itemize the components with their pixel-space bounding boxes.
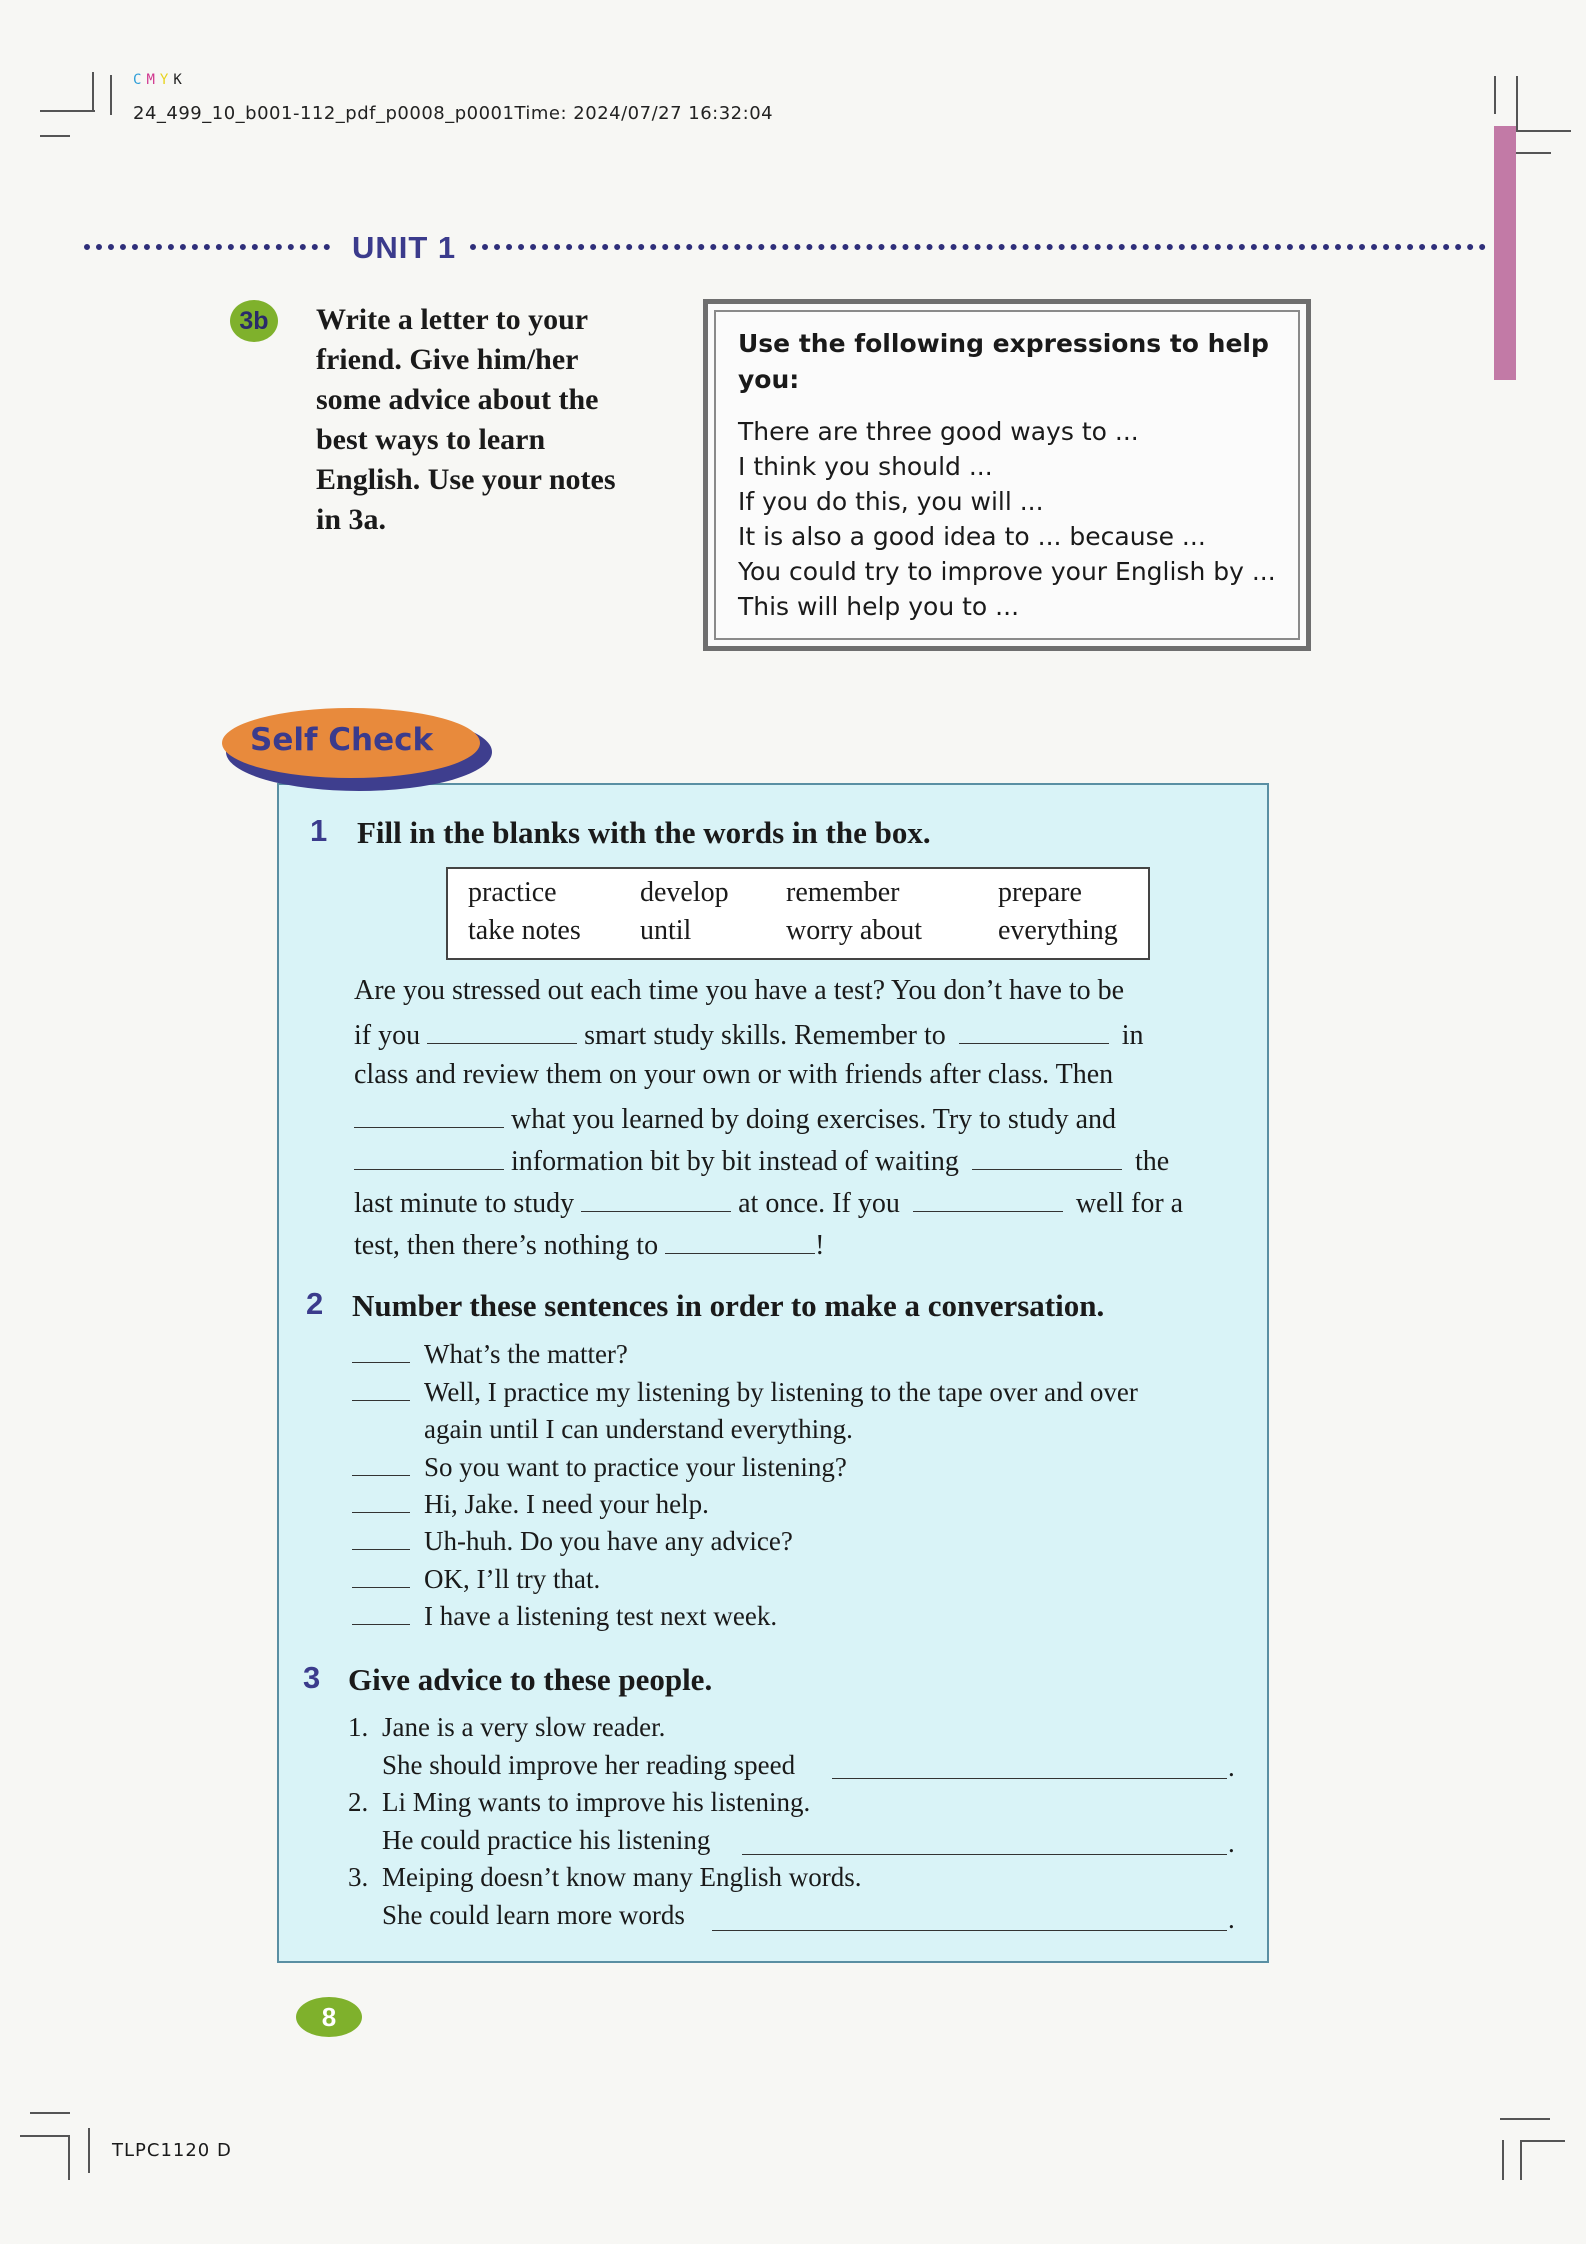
passage-text: the bbox=[1127, 1146, 1170, 1177]
passage-text: class and review them on your own or with friends after class. Then bbox=[354, 1059, 1114, 1090]
cmyk-letter: K bbox=[173, 72, 183, 88]
passage-line bbox=[354, 1227, 824, 1262]
advice-item-number: 1. bbox=[348, 1712, 369, 1742]
question-number: 1 bbox=[310, 813, 328, 848]
conversation-line bbox=[424, 1414, 853, 1445]
word-box-item: everything bbox=[998, 915, 1118, 946]
page-number: 8 bbox=[296, 1997, 362, 2037]
order-blank[interactable] bbox=[352, 1624, 410, 1625]
passage-line bbox=[354, 1101, 1116, 1136]
conversation-text: again until I can understand everything. bbox=[424, 1414, 853, 1444]
expression-item: There are three good ways to ... bbox=[738, 417, 1139, 446]
color-tab bbox=[1494, 126, 1516, 380]
word-box-item: worry about bbox=[786, 915, 923, 946]
dotted-rule-right bbox=[470, 244, 1486, 262]
passage-text: last minute to study bbox=[354, 1188, 582, 1219]
question-number: 2 bbox=[306, 1286, 324, 1321]
crop-mark bbox=[110, 75, 112, 115]
crop-mark bbox=[20, 2135, 68, 2137]
crop-mark bbox=[1516, 130, 1571, 132]
word-box-item: prepare bbox=[998, 877, 1082, 908]
question-instruction: Fill in the blanks with the words in the box. bbox=[357, 815, 931, 850]
fill-blank[interactable] bbox=[581, 1185, 731, 1212]
word-box-item: develop bbox=[640, 877, 729, 908]
fill-blank[interactable] bbox=[427, 1017, 577, 1044]
passage-text: well for a bbox=[1068, 1188, 1184, 1219]
conversation-line bbox=[352, 1377, 1138, 1408]
word-box bbox=[446, 867, 1150, 960]
crop-mark bbox=[1520, 2140, 1565, 2142]
conversation-text: So you want to practice your listening? bbox=[424, 1452, 847, 1482]
period: . bbox=[1228, 1904, 1235, 1934]
advice-prompt: She should improve her reading speed bbox=[382, 1750, 796, 1780]
cmyk-letter: C bbox=[133, 72, 143, 88]
word-box-item: take notes bbox=[468, 915, 581, 946]
period: . bbox=[1228, 1752, 1235, 1782]
passage-text: in bbox=[1114, 1020, 1144, 1051]
self-check-label: Self Check bbox=[250, 722, 434, 758]
passage-line bbox=[354, 1143, 1169, 1178]
passage-text: what you learned by doing exercises. Try to study and bbox=[504, 1104, 1117, 1135]
crop-mark bbox=[68, 2135, 70, 2180]
fill-blank[interactable] bbox=[354, 1101, 504, 1128]
fill-blank[interactable] bbox=[959, 1017, 1109, 1044]
cmyk-marks bbox=[133, 72, 187, 88]
expressions-list bbox=[738, 414, 1276, 624]
word-box-item: remember bbox=[786, 877, 900, 908]
order-blank[interactable] bbox=[352, 1362, 410, 1363]
advice-answer-line[interactable] bbox=[712, 1930, 1227, 1931]
conversation-line bbox=[352, 1452, 847, 1483]
conversation-text: I have a listening test next week. bbox=[424, 1601, 778, 1631]
advice-prompt: He could practice his listening bbox=[382, 1825, 711, 1855]
crop-mark bbox=[1516, 76, 1518, 131]
crop-mark bbox=[1502, 2140, 1504, 2180]
fill-blank[interactable] bbox=[665, 1227, 815, 1254]
passage-text: information bit by bit instead of waiting bbox=[504, 1146, 966, 1177]
passage-line bbox=[354, 1185, 1183, 1220]
fill-blank[interactable] bbox=[913, 1185, 1063, 1212]
crop-mark bbox=[1494, 76, 1496, 114]
advice-item-number: 3. bbox=[348, 1862, 369, 1892]
conversation-text: Uh-huh. Do you have any advice? bbox=[424, 1526, 793, 1556]
advice-prompt: She could learn more words bbox=[382, 1900, 685, 1930]
expressions-title: Use the following expressions to help you: bbox=[738, 329, 1269, 394]
expression-item: You could try to improve your English by ... bbox=[738, 557, 1276, 586]
advice-answer-line[interactable] bbox=[832, 1778, 1227, 1779]
passage-line bbox=[354, 1017, 1144, 1052]
period: . bbox=[1228, 1828, 1235, 1858]
conversation-line bbox=[352, 1564, 600, 1595]
expression-item: I think you should ... bbox=[738, 452, 993, 481]
expression-item: This will help you to ... bbox=[738, 592, 1020, 621]
conversation-text: Well, I practice my listening by listening to the tape over and over bbox=[424, 1377, 1138, 1407]
passage-text: test, then there’s nothing to bbox=[354, 1230, 666, 1261]
activity-instruction: Write a letter to your friend. Give him/her some advice about the best ways to learn English. Use your notes in 3a. bbox=[316, 303, 616, 536]
order-blank[interactable] bbox=[352, 1549, 410, 1550]
conversation-line bbox=[352, 1339, 628, 1370]
conversation-line bbox=[352, 1489, 709, 1520]
passage-line bbox=[354, 1059, 1113, 1091]
self-check-panel bbox=[277, 783, 1269, 1963]
dotted-rule-left bbox=[84, 244, 330, 262]
crop-mark bbox=[30, 2112, 70, 2114]
passage-text: at once. If you bbox=[731, 1188, 907, 1219]
passage-text: Are you stressed out each time you have a test? You don’t have to be bbox=[354, 975, 1125, 1006]
cmyk-letter: M bbox=[146, 72, 156, 88]
unit-title: UNIT 1 bbox=[352, 230, 457, 265]
advice-situation: Meiping doesn’t know many English words. bbox=[382, 1862, 862, 1892]
activity-badge: 3b bbox=[230, 300, 278, 342]
crop-mark bbox=[40, 135, 70, 137]
expression-item: If you do this, you will ... bbox=[738, 487, 1044, 516]
crop-mark bbox=[1500, 2118, 1550, 2120]
conversation-line bbox=[352, 1601, 777, 1632]
word-box-item: until bbox=[640, 915, 692, 946]
crop-mark bbox=[1520, 2140, 1522, 2180]
order-blank[interactable] bbox=[352, 1512, 410, 1513]
crop-mark bbox=[40, 110, 95, 112]
expression-item: It is also a good idea to ... because ... bbox=[738, 522, 1206, 551]
order-blank[interactable] bbox=[352, 1587, 410, 1588]
print-code: TLPC1120 D bbox=[112, 2140, 232, 2161]
advice-answer-line[interactable] bbox=[742, 1854, 1227, 1855]
expressions-box bbox=[703, 299, 1311, 651]
fill-blank[interactable] bbox=[354, 1143, 504, 1170]
order-blank[interactable] bbox=[352, 1475, 410, 1476]
conversation-text: OK, I’ll try that. bbox=[424, 1564, 601, 1594]
passage-text: ! bbox=[815, 1230, 825, 1261]
conversation-text: Hi, Jake. I need your help. bbox=[424, 1489, 709, 1519]
cmyk-letter: Y bbox=[159, 72, 170, 88]
passage-line bbox=[354, 975, 1124, 1007]
fill-blank[interactable] bbox=[972, 1143, 1122, 1170]
file-meta: 24_499_10_b001-112_pdf_p0008_p0001Time: 2024/07/27 16:32:04 bbox=[133, 103, 774, 124]
crop-mark bbox=[88, 2128, 90, 2173]
passage-text: if you bbox=[354, 1020, 428, 1051]
word-box-item: practice bbox=[468, 877, 557, 908]
crop-mark bbox=[1516, 152, 1551, 154]
crop-mark bbox=[92, 72, 94, 112]
conversation-line bbox=[352, 1526, 793, 1557]
advice-situation: Li Ming wants to improve his listening. bbox=[382, 1787, 811, 1817]
passage-text: smart study skills. Remember to bbox=[577, 1020, 953, 1051]
advice-situation: Jane is a very slow reader. bbox=[382, 1712, 666, 1742]
conversation-text: What’s the matter? bbox=[424, 1339, 628, 1369]
question-number: 3 bbox=[303, 1660, 321, 1695]
question-instruction: Give advice to these people. bbox=[348, 1662, 713, 1697]
question-instruction: Number these sentences in order to make a conversation. bbox=[352, 1288, 1105, 1323]
advice-item-number: 2. bbox=[348, 1787, 369, 1817]
order-blank[interactable] bbox=[352, 1400, 410, 1401]
